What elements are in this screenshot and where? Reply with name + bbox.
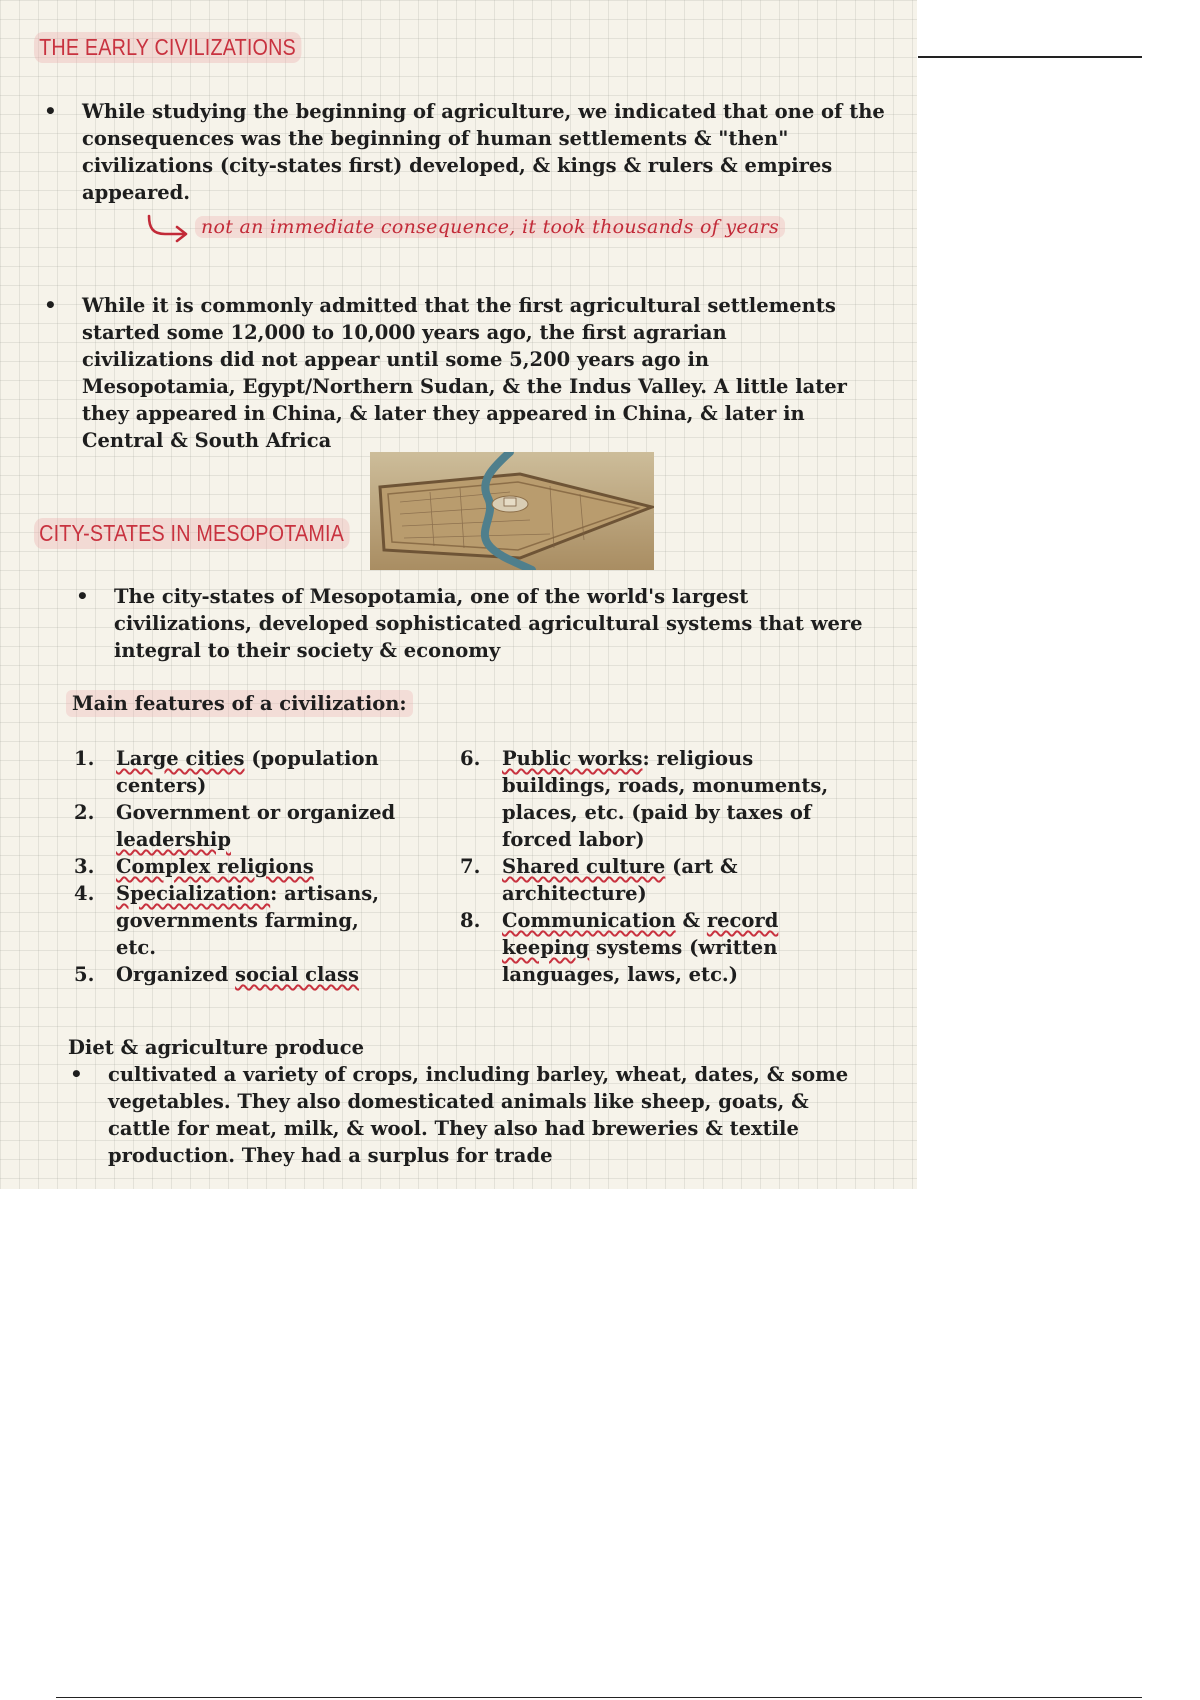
text-line: vegetables. They also domesticated animals like sheep, goats, & xyxy=(108,1090,809,1113)
text-line: integral to their society & economy xyxy=(114,639,501,662)
diet-heading xyxy=(68,1034,568,1061)
text-line xyxy=(116,745,404,772)
text-line xyxy=(116,826,404,853)
text-fragment: governments farming, xyxy=(116,909,359,932)
text-line xyxy=(116,799,404,826)
text-fragment: buildings, roads, monuments, xyxy=(502,774,829,797)
intro-bullet-1 xyxy=(44,98,902,206)
feature-number: 6. xyxy=(460,747,481,770)
text-line xyxy=(502,880,860,907)
feature-item xyxy=(74,853,404,880)
text-line: appeared. xyxy=(82,181,191,204)
text-line: cattle for meat, milk, & wool. They also had breweries & textile xyxy=(108,1117,799,1140)
underlined-term: Large cities xyxy=(116,747,245,770)
text-line xyxy=(116,853,404,880)
underlined-term: social class xyxy=(235,963,360,986)
text-line: started some 12,000 to 10,000 years ago, the first agrarian xyxy=(82,321,727,344)
text-line xyxy=(502,799,860,826)
text-line xyxy=(502,961,860,988)
text-fragment: languages, laws, etc.) xyxy=(502,963,738,986)
text-line xyxy=(116,880,404,907)
feature-item xyxy=(74,880,404,961)
underlined-term: leadership xyxy=(116,828,231,851)
text-fragment: centers) xyxy=(116,774,207,797)
intro-bullet-2 xyxy=(44,292,902,454)
ancient-city-illustration xyxy=(370,452,654,570)
header-rule xyxy=(918,56,1142,58)
text-line: civilizations (city-states first) developed, & kings & rulers & empires xyxy=(82,154,833,177)
text-fragment: Government or organized xyxy=(116,801,396,824)
feature-item xyxy=(460,907,860,988)
text-line xyxy=(116,934,404,961)
text-line xyxy=(116,961,404,988)
feature-number: 2. xyxy=(74,801,95,824)
text-fragment: architecture) xyxy=(502,882,647,905)
diet-bullet xyxy=(70,1061,908,1169)
text-line xyxy=(116,907,404,934)
features-list-left xyxy=(74,745,404,988)
feature-item xyxy=(460,853,860,907)
underlined-term: record xyxy=(706,909,779,932)
feature-number: 4. xyxy=(74,882,95,905)
text-fragment: : artisans, xyxy=(270,882,380,905)
bullet-dot: • xyxy=(76,584,89,608)
heading-city-states: CITY-STATES IN MESOPOTAMIA xyxy=(34,518,349,549)
text-fragment: (art & xyxy=(665,855,738,878)
handwritten-note-text: not an immediate consequence, it took thousands of years xyxy=(195,216,785,238)
text-line xyxy=(502,934,860,961)
feature-number: 8. xyxy=(460,909,481,932)
underlined-term: Shared culture xyxy=(502,855,666,878)
text-line xyxy=(502,826,860,853)
text-line: Mesopotamia, Egypt/Northern Sudan, & the Indus Valley. A little later xyxy=(82,375,847,398)
text-line xyxy=(502,907,860,934)
text-line: cultivated a variety of crops, including barley, wheat, dates, & some xyxy=(108,1063,849,1086)
text-fragment: forced labor) xyxy=(502,828,645,851)
city-states-bullet xyxy=(76,583,904,664)
text-line: The city-states of Mesopotamia, one of the world's largest xyxy=(114,585,749,608)
text-line: consequences was the beginning of human settlements & "then" xyxy=(82,127,789,150)
text-fragment: etc. xyxy=(116,936,157,959)
text-fragment: systems (written xyxy=(589,936,778,959)
feature-item xyxy=(74,961,404,988)
text-fragment: (population xyxy=(244,747,379,770)
text-fragment: places, etc. (paid by taxes of xyxy=(502,801,812,824)
curved-arrow-icon xyxy=(145,214,195,248)
bullet-dot: • xyxy=(44,99,57,123)
text-line: While it is commonly admitted that the first agricultural settlements xyxy=(82,294,836,317)
text-line xyxy=(116,772,404,799)
text-line xyxy=(502,772,860,799)
underlined-term: Communication xyxy=(502,909,676,932)
feature-item xyxy=(74,799,404,853)
text-line: they appeared in China, & later they appeared in China, & later in xyxy=(82,402,805,425)
text-fragment: Organized xyxy=(116,963,236,986)
underlined-term: Complex religions xyxy=(116,855,314,878)
text-line: production. They had a surplus for trade xyxy=(108,1144,553,1167)
feature-number: 7. xyxy=(460,855,481,878)
text-line: While studying the beginning of agriculture, we indicated that one of the xyxy=(82,100,885,123)
underlined-term: keeping xyxy=(502,936,590,959)
feature-item xyxy=(74,745,404,799)
text-line xyxy=(502,853,860,880)
bullet-dot: • xyxy=(44,293,57,317)
text-fragment: : religious xyxy=(642,747,754,770)
feature-number: 3. xyxy=(74,855,95,878)
feature-number: 5. xyxy=(74,963,95,986)
text-line: civilizations did not appear until some 5,200 years ago in xyxy=(82,348,710,371)
heading-early-civilizations: THE EARLY CIVILIZATIONS xyxy=(34,32,301,63)
features-list-right xyxy=(460,745,860,988)
underlined-term: Specialization xyxy=(116,882,271,905)
feature-number: 1. xyxy=(74,747,95,770)
text-line: Diet & agriculture produce xyxy=(68,1036,364,1059)
feature-item xyxy=(460,745,860,853)
text-line: Central & South Africa xyxy=(82,429,332,452)
bullet-dot: • xyxy=(70,1062,83,1086)
underlined-term: Public works xyxy=(502,747,643,770)
footer-rule xyxy=(56,1697,1142,1698)
text-line: civilizations, developed sophisticated agricultural systems that were xyxy=(114,612,863,635)
features-heading: Main features of a civilization: xyxy=(66,690,413,717)
text-line xyxy=(502,745,860,772)
text-fragment: & xyxy=(675,909,707,932)
